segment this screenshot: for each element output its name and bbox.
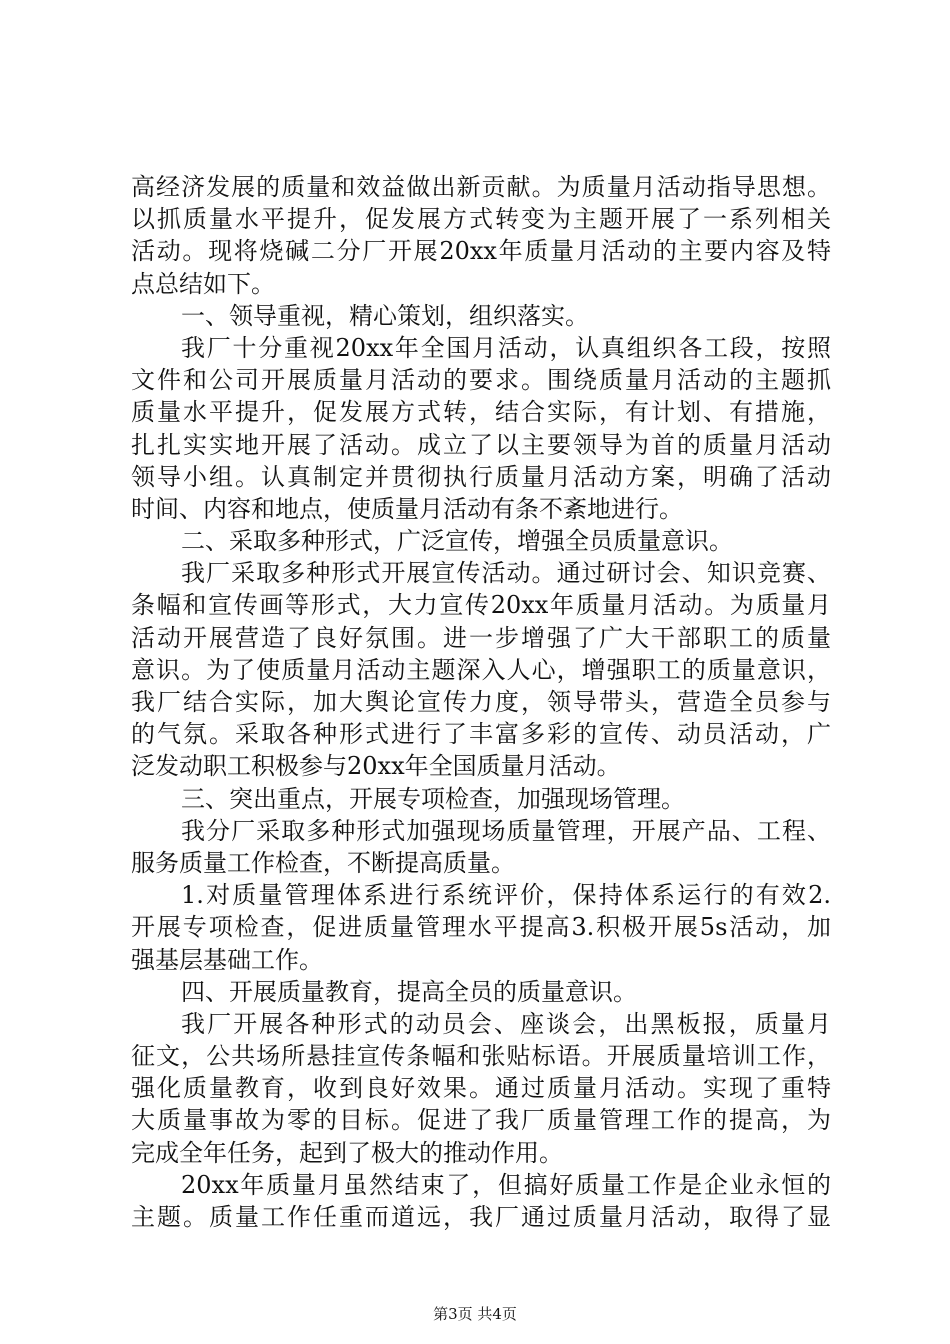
text-line: 服务质量工作检查，不断提高质量。 [131, 848, 515, 877]
text-line: 开展专项检查，促进质量管理水平提高3.积极开展5s活动，加 [131, 913, 831, 942]
text-line: 的气氛。采取各种形式进行了丰富多彩的宣传、动员活动，广 [131, 720, 831, 749]
text-line: 泛发动职工积极参与20xx年全国质量月活动。 [131, 752, 621, 781]
text-line: 高经济发展的质量和效益做出新贡献。为质量月活动指导思想。 [131, 173, 831, 201]
text-line: 主题。质量工作任重而道远，我厂通过质量月活动，取得了显 [131, 1203, 831, 1231]
text-line: 征文，公共场所悬挂宣传条幅和张贴标语。开展质量培训工作， [131, 1042, 831, 1071]
text-line: 强化质量教育，收到良好效果。通过质量月活动。实现了重特 [131, 1074, 831, 1103]
text-line: 以抓质量水平提升，促发展方式转变为主题开展了一系列相关 [131, 205, 831, 234]
text-line: 四、开展质量教育，提高全员的质量意识。 [181, 977, 637, 1006]
text-line: 我分厂采取多种形式加强现场质量管理，开展产品、工程、 [181, 816, 831, 845]
text-line: 强基层基础工作。 [131, 945, 323, 974]
text-line: 我厂采取多种形式开展宣传活动。通过研讨会、知识竞赛、 [181, 559, 831, 588]
text-line: 时间、内容和地点，使质量月活动有条不紊地进行。 [131, 494, 683, 523]
text-line: 领导小组。认真制定并贯彻执行质量月活动方案，明确了活动 [131, 462, 831, 491]
text-line: 我厂开展各种形式的动员会、座谈会，出黑板报，质量月 [181, 1009, 831, 1038]
text-line: 质量水平提升，促发展方式转，结合实际，有计划、有措施， [131, 398, 831, 427]
text-line: 我厂结合实际，加大舆论宣传力度，领导带头，营造全员参与 [131, 688, 831, 716]
document-body [131, 171, 831, 1233]
text-line: 文件和公司开展质量月活动的要求。围绕质量月活动的主题抓 [131, 366, 831, 395]
text-line: 意识。为了使质量月活动主题深入人心，增强职工的质量意识， [131, 655, 831, 684]
text-line: 大质量事故为零的目标。促进了我厂质量管理工作的提高，为 [131, 1106, 831, 1135]
text-line: 活动开展营造了良好氛围。进一步增强了广大干部职工的质量 [131, 623, 831, 652]
text-line: 条幅和宣传画等形式，大力宣传20xx年质量月活动。为质量月 [131, 591, 831, 620]
text-line: 活动。现将烧碱二分厂开展20xx年质量月活动的主要内容及特 [131, 237, 831, 266]
text-line: 二、采取多种形式，广泛宣传，增强全员质量意识。 [181, 527, 733, 556]
text-line: 一、领导重视，精心策划，组织落实。 [181, 301, 589, 330]
page-footer: 第3页 共4页 [433, 1305, 517, 1323]
text-line: 20xx年质量月虽然结束了，但搞好质量工作是企业永恒的 [181, 1170, 831, 1199]
text-line: 1.对质量管理体系进行系统评价，保持体系运行的有效2. [181, 881, 831, 910]
text-line: 扎扎实实地开展了活动。成立了以主要领导为首的质量月活动 [131, 430, 831, 459]
text-line: 完成全年任务，起到了极大的推动作用。 [131, 1138, 563, 1167]
text-line: 三、突出重点，开展专项检查，加强现场管理。 [181, 784, 685, 813]
text-line: 我厂十分重视20xx年全国月活动，认真组织各工段，按照 [181, 333, 831, 362]
text-line: 点总结如下。 [131, 269, 275, 298]
